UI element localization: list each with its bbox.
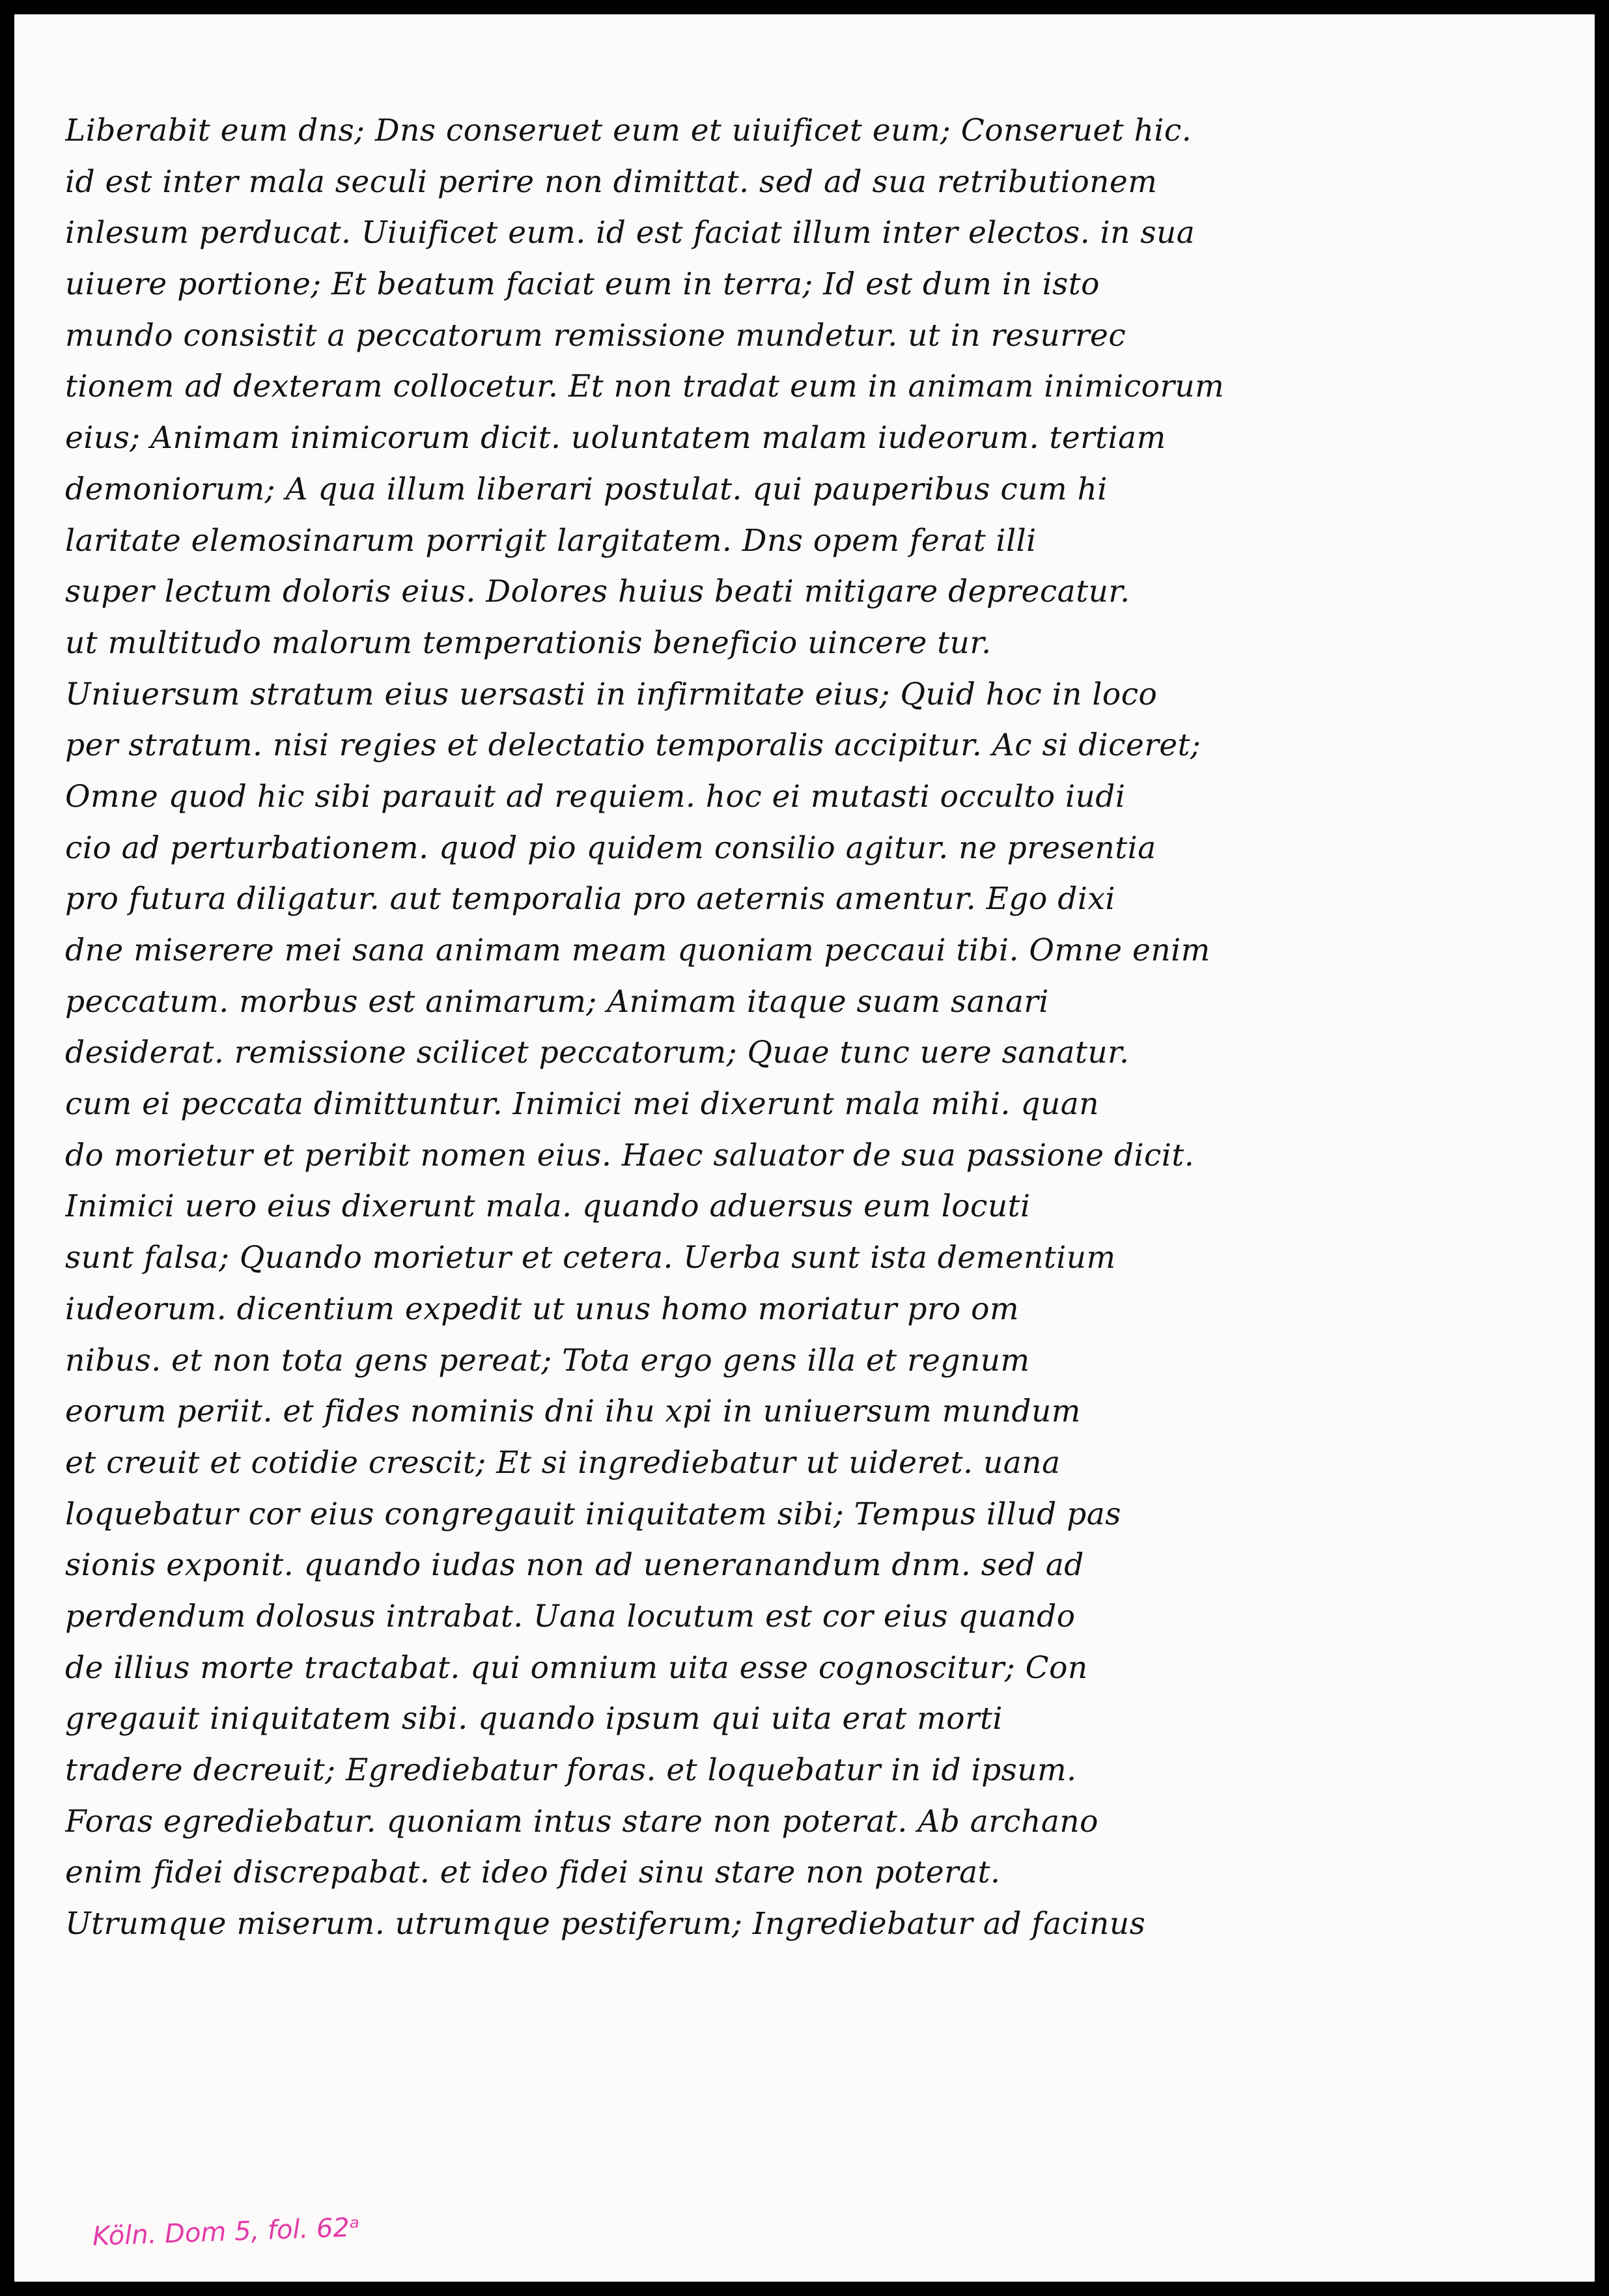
manuscript-line: id est inter mala seculi perire non dimittat. sed ad sua retributionem <box>65 163 1158 200</box>
manuscript-line: Omne quod hic sibi parauit ad requiem. hoc ei mutasti occulto iudi <box>65 778 1126 815</box>
manuscript-line: peccatum. morbus est animarum; Animam itaque suam sanari <box>65 983 1049 1020</box>
manuscript-line: mundo consistit a peccatorum remissione mundetur. ut in resurrec <box>65 317 1126 354</box>
manuscript-line: per stratum. nisi regies et delectatio temporalis accipitur. Ac si diceret; <box>65 727 1201 764</box>
manuscript-line: demoniorum; A qua illum liberari postulat. qui pauperibus cum hi <box>65 471 1108 507</box>
manuscript-line: de illius morte tractabat. qui omnium uita esse cognoscitur; Con <box>65 1649 1088 1686</box>
manuscript-line: loquebatur cor eius congregauit iniquitatem sibi; Tempus illud pas <box>65 1496 1121 1532</box>
manuscript-line: gregauit iniquitatem sibi. quando ipsum qui uita erat morti <box>65 1701 1003 1737</box>
manuscript-line: iudeorum. dicentium expedit ut unus homo moriatur pro om <box>65 1291 1020 1327</box>
manuscript-line: Foras egrediebatur. quoniam intus stare non poterat. Ab archano <box>65 1803 1098 1840</box>
manuscript-line: cum ei peccata dimittuntur. Inimici mei dixerunt mala mihi. quan <box>65 1086 1100 1123</box>
manuscript-line: desiderat. remissione scilicet peccatorum; Quae tunc uere sanatur. <box>65 1035 1130 1071</box>
manuscript-line: laritate elemosinarum porrigit largitatem. Dns opem ferat illi <box>65 522 1037 559</box>
manuscript-line: Liberabit eum dns; Dns conseruet eum et uiuificet eum; Conseruet hic. <box>65 113 1192 148</box>
manuscript-line: et creuit et cotidie crescit; Et si ingrediebatur ut uideret. uana <box>65 1444 1061 1481</box>
manuscript-text-block <box>65 105 1530 1950</box>
manuscript-line: Inimici uero eius dixerunt mala. quando aduersus eum locuti <box>65 1188 1031 1225</box>
manuscript-line: tionem ad dexteram collocetur. Et non tradat eum in animam inimicorum <box>65 369 1225 405</box>
manuscript-line: nibus. et non tota gens pereat; Tota ergo gens illa et regnum <box>65 1342 1030 1379</box>
manuscript-line: eius; Animam inimicorum dicit. uoluntatem malam iudeorum. tertiam <box>65 420 1166 456</box>
manuscript-page <box>14 14 1595 2282</box>
manuscript-line: ut multitudo malorum temperationis beneficio uincere tur. <box>65 624 992 661</box>
manuscript-line: enim fidei discrepabat. et ideo fidei sinu stare non poterat. <box>65 1855 1001 1891</box>
manuscript-line: super lectum doloris eius. Dolores huius beati mitigare deprecatur. <box>65 574 1130 610</box>
manuscript-line: dne miserere mei sana animam meam quoniam peccaui tibi. Omne enim <box>65 932 1210 968</box>
manuscript-line: sunt falsa; Quando morietur et cetera. Uerba sunt ista dementium <box>65 1240 1116 1276</box>
manuscript-line: perdendum dolosus intrabat. Uana locutum est cor eius quando <box>65 1598 1076 1634</box>
manuscript-line: do morietur et peribit nomen eius. Haec saluator de sua passione dicit. <box>65 1137 1195 1173</box>
manuscript-line: eorum periit. et fides nominis dni ihu xpi in uniuersum mundum <box>65 1393 1081 1430</box>
manuscript-line: pro futura diligatur. aut temporalia pro aeternis amentur. Ego dixi <box>65 881 1115 917</box>
manuscript-line: Uniuersum stratum eius uersasti in infirmitate eius; Quid hoc in loco <box>65 676 1158 712</box>
manuscript-line: sionis exponit. quando iudas non ad ueneranandum dnm. sed ad <box>65 1547 1084 1584</box>
manuscript-line: cio ad perturbationem. quod pio quidem consilio agitur. ne presentia <box>65 830 1156 866</box>
manuscript-line: Utrumque miserum. utrumque pestiferum; Ingrediebatur ad facinus <box>65 1906 1146 1942</box>
manuscript-line: tradere decreuit; Egrediebatur foras. et loquebatur in id ipsum. <box>65 1752 1077 1788</box>
catalog-note: Köln. Dom 5, fol. 62ᵃ <box>92 2212 361 2252</box>
manuscript-line: inlesum perducat. Uiuificet eum. id est faciat illum inter electos. in sua <box>65 215 1196 251</box>
manuscript-line: uiuere portione; Et beatum faciat eum in terra; Id est dum in isto <box>65 266 1100 303</box>
